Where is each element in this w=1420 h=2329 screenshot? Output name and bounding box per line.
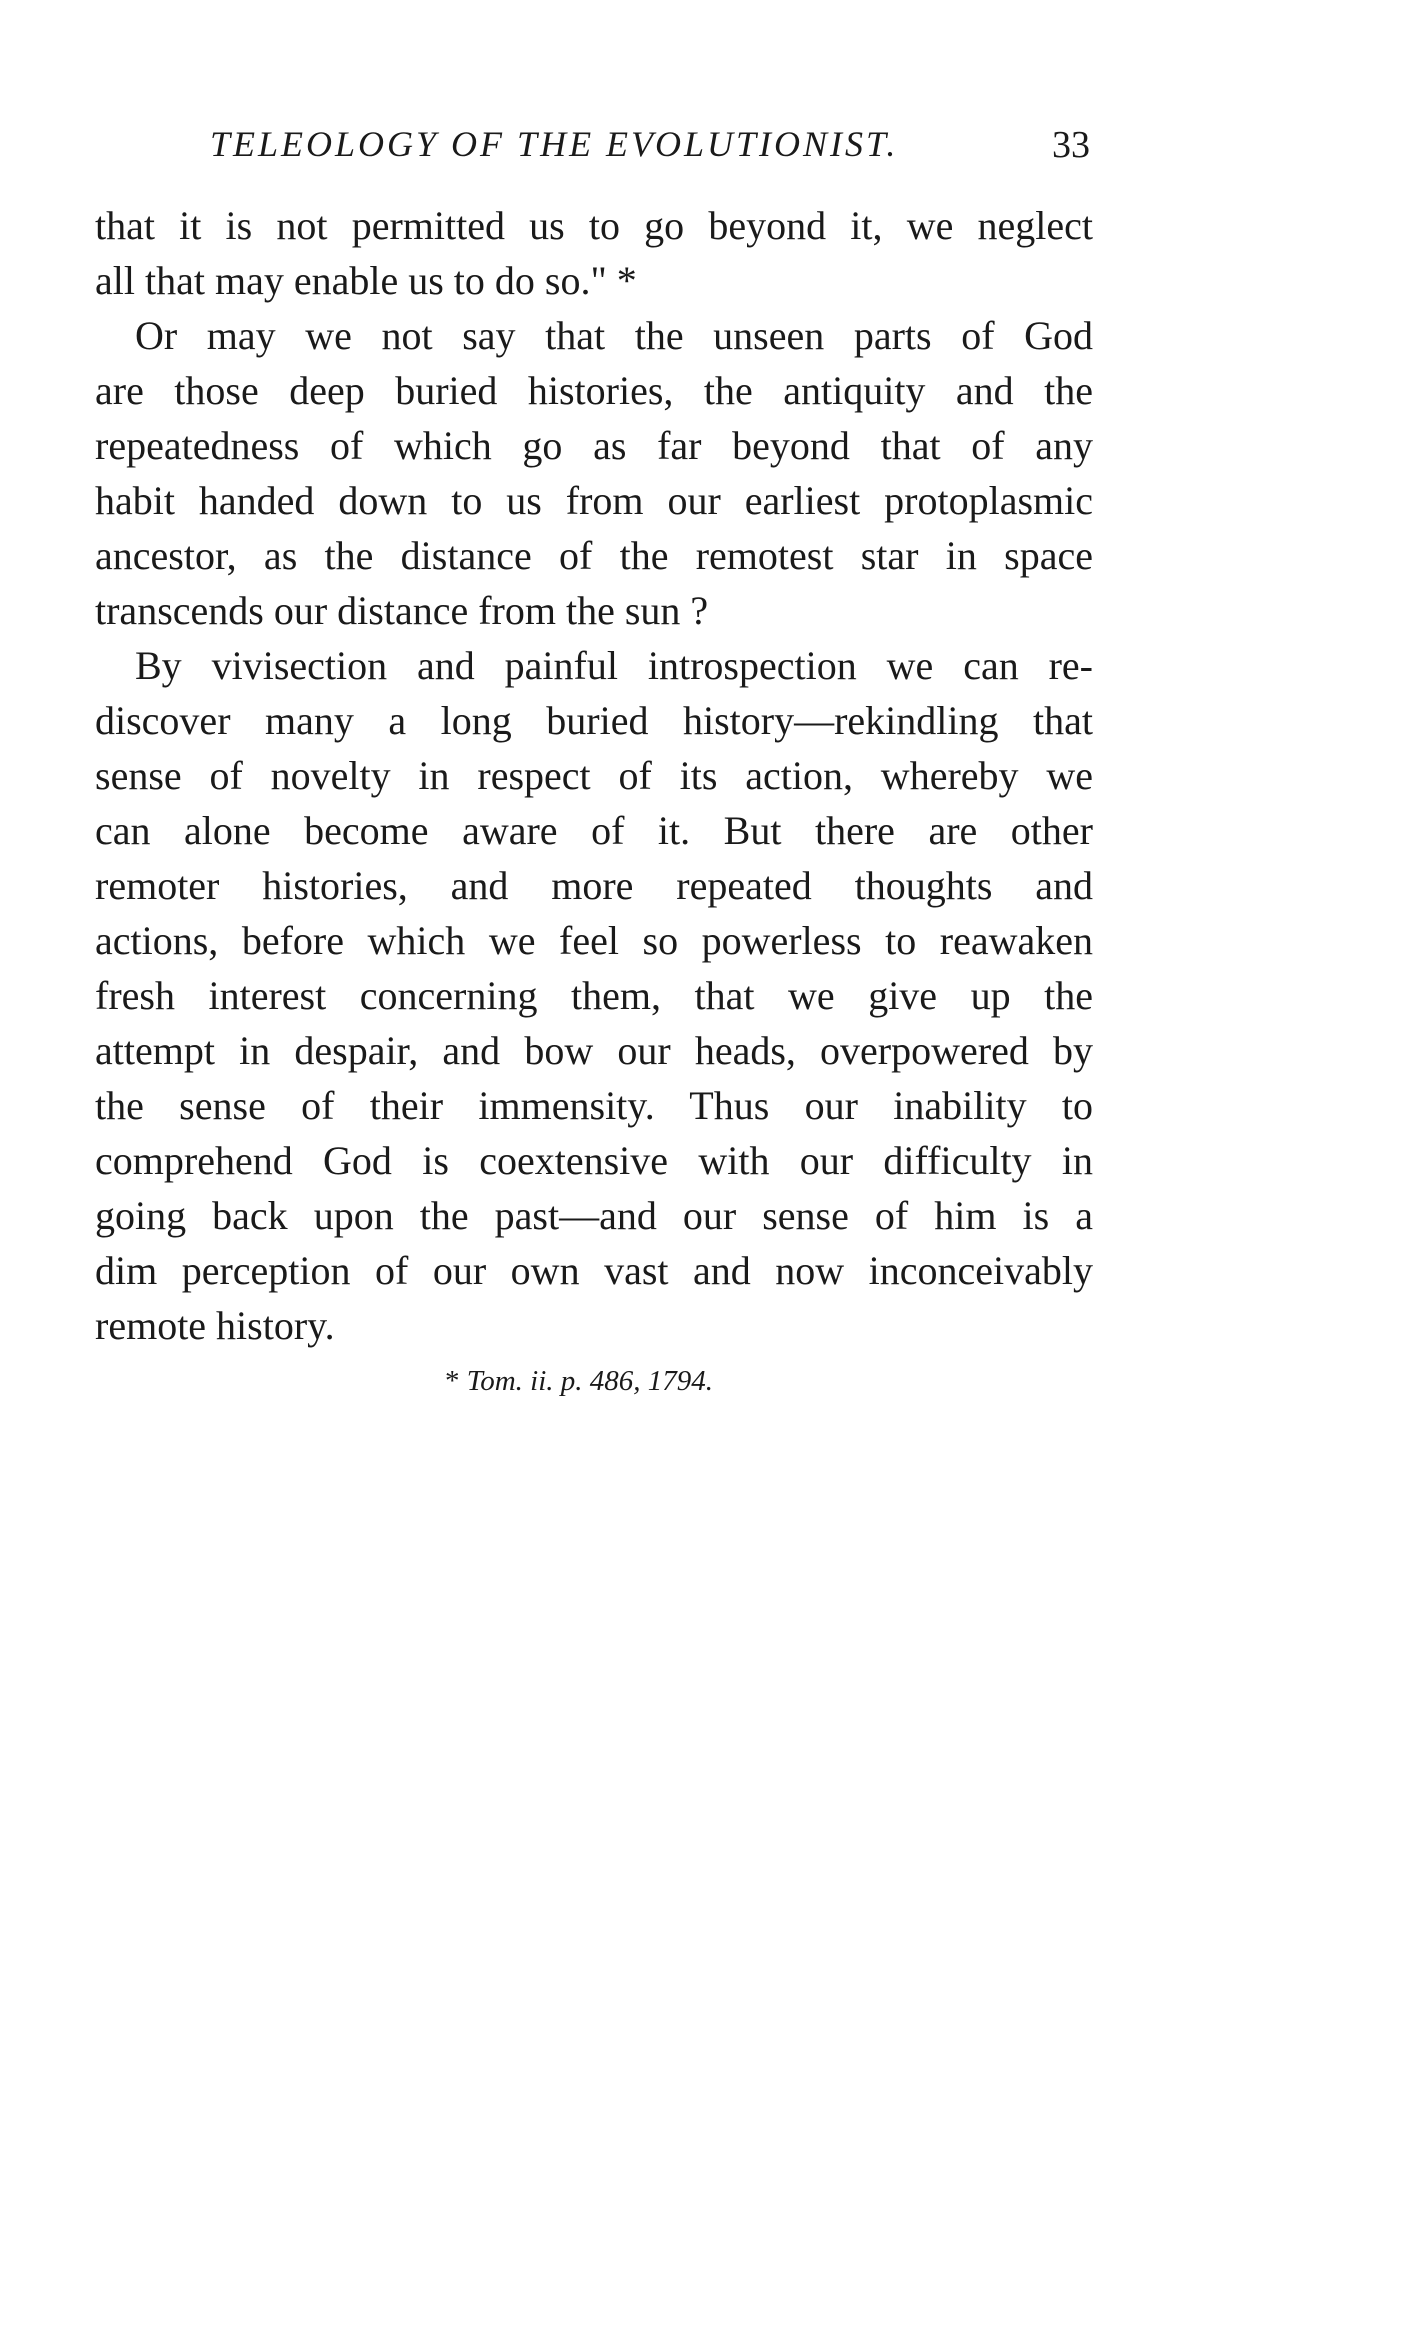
text-line: going back upon the past—and our sense of him is a: [95, 1193, 1093, 1238]
footnote: [445, 1365, 713, 1398]
text-line: Or may we not say that the unseen parts of God: [135, 313, 1093, 358]
text-line: dim perception of our own vast and now inconceivably: [95, 1248, 1093, 1293]
text-line: comprehend God is coextensive with our difficulty in: [95, 1138, 1093, 1183]
text-line: all that may enable us to do so." *: [95, 258, 637, 303]
running-head: [210, 123, 1090, 173]
text-line: attempt in despair, and bow our heads, overpowered by: [95, 1028, 1093, 1073]
page-number: 33: [1052, 124, 1090, 166]
text-line: transcends our distance from the sun ?: [95, 588, 709, 633]
text-line: fresh interest concerning them, that we give up the: [95, 973, 1093, 1018]
text-line: remote history.: [95, 1303, 335, 1348]
text-line: that it is not permitted us to go beyond it, we neglect: [95, 203, 1093, 248]
text-line: are those deep buried histories, the antiquity and the: [95, 368, 1093, 413]
footnote-text: Tom. ii. p. 486, 1794.: [466, 1365, 714, 1397]
text-line: repeatedness of which go as far beyond that of any: [95, 423, 1093, 468]
text-line: discover many a long buried history—rekindling that: [95, 698, 1093, 743]
footnote-marker: *: [445, 1365, 460, 1397]
running-title: TELEOLOGY OF THE EVOLUTIONIST.: [210, 124, 899, 164]
text-line: can alone become aware of it. But there are other: [95, 808, 1093, 853]
text-line: By vivisection and painful introspection we can re-: [135, 643, 1093, 688]
text-line: sense of novelty in respect of its action, whereby we: [95, 753, 1093, 798]
text-line: the sense of their immensity. Thus our inability to: [95, 1083, 1093, 1128]
text-line: actions, before which we feel so powerless to reawaken: [95, 918, 1093, 963]
text-line: remoter histories, and more repeated thoughts and: [95, 863, 1093, 908]
text-line: ancestor, as the distance of the remotest star in space: [95, 533, 1093, 578]
text-line: habit handed down to us from our earliest protoplasmic: [95, 478, 1093, 523]
